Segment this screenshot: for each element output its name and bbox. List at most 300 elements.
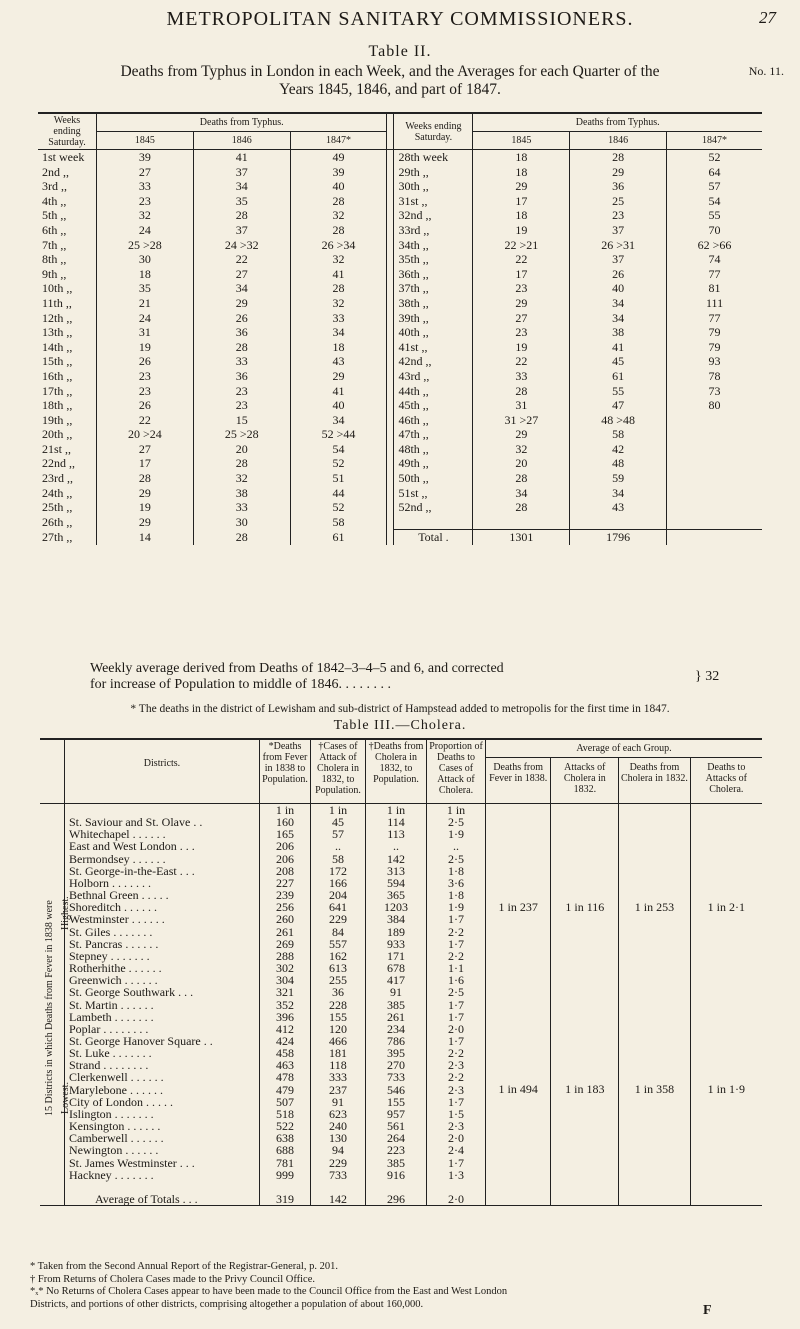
week-label: 32nd ,, <box>394 208 473 223</box>
district-value: 3·6 <box>427 877 486 889</box>
typhus-value: 26 <box>193 311 290 326</box>
district-value: 261 <box>260 926 311 938</box>
district-value: 260 <box>260 913 311 925</box>
spacer-cell <box>387 179 394 194</box>
district-value: 613 <box>311 962 366 974</box>
spacer-cell <box>387 413 394 428</box>
typhus-value: 29 <box>473 179 570 194</box>
group-average: 1 in 1·9 <box>707 1082 745 1097</box>
district-value: 165 <box>260 828 311 840</box>
district-value: 2·3 <box>427 1084 486 1096</box>
district-value: 479 <box>260 1084 311 1096</box>
week-label: 42nd ,, <box>394 354 473 369</box>
weekly-line-2: for increase of Population to middle of 1846. . . . . . . . <box>90 677 391 692</box>
week-label: 16th ,, <box>38 369 97 384</box>
district-name: Newington . . . . . . <box>65 1144 260 1156</box>
typhus-value: 28 <box>332 222 345 237</box>
district-name: St. James Westminster . . . <box>65 1157 260 1169</box>
district-name: St. Pancras . . . . . . <box>65 938 260 950</box>
spacer-cell <box>387 515 394 530</box>
district-value: 1·8 <box>427 865 486 877</box>
cholera-cases-header: †Cases of Attack of Cholera in 1832, to Population. <box>311 739 366 804</box>
week-label: 9th ,, <box>38 267 97 282</box>
district-value: 733 <box>311 1169 366 1181</box>
district-value: 36 <box>311 986 366 998</box>
typhus-value: 29 <box>193 296 290 311</box>
side-cell <box>40 853 65 865</box>
district-value: 933 <box>366 938 427 950</box>
typhus-value: 52 >44 <box>321 427 356 442</box>
typhus-value: 51 <box>332 471 345 486</box>
week-label: 51st ,, <box>394 486 473 501</box>
side-number: No. 11. <box>748 64 784 78</box>
typhus-value: 28 <box>193 208 290 223</box>
district-name: Rotherhithe . . . . . . <box>65 962 260 974</box>
district-value: 162 <box>311 950 366 962</box>
district-value: 142 <box>366 853 427 865</box>
district-name: Marylebone . . . . . . <box>65 1084 260 1096</box>
district-value: 239 <box>260 889 311 901</box>
typhus-value: 21 <box>97 296 194 311</box>
typhus-value: 14 <box>97 530 194 545</box>
table-row <box>38 442 762 457</box>
typhus-group-header-left: Deaths from Typhus. <box>97 113 387 132</box>
total-1846: 1796 <box>570 530 667 545</box>
district-value: 172 <box>311 865 366 877</box>
spacer <box>387 113 394 150</box>
table-row <box>38 456 762 471</box>
blank-cell <box>551 1181 619 1193</box>
week-label: 3rd ,, <box>38 179 97 194</box>
typhus-value: 30 <box>193 515 290 530</box>
district-value: .. <box>366 840 427 852</box>
avg-blank <box>551 1193 619 1206</box>
typhus-value: 33 <box>193 500 290 515</box>
table-row <box>38 150 762 165</box>
district-value: 2·2 <box>427 950 486 962</box>
typhus-value: 32 <box>332 295 345 310</box>
table2-footnote: * The deaths in the district of Lewisham and sub-district of Hampstead added to metropolis for the first time in 1847. <box>130 703 670 715</box>
typhus-value: 33 <box>193 354 290 369</box>
spacer-cell <box>387 369 394 384</box>
group-average: 1 in 494 <box>486 999 551 1181</box>
typhus-value: 32 <box>193 471 290 486</box>
side-cell <box>40 1144 65 1156</box>
district-name: Bethnal Green . . . . . <box>65 889 260 901</box>
district-value: 546 <box>366 1084 427 1096</box>
blank-cell <box>690 1181 762 1193</box>
week-label: 39th ,, <box>394 311 473 326</box>
district-value: 189 <box>366 926 427 938</box>
year-1847-header: 1847* <box>290 132 387 150</box>
typhus-value: 25 >28 <box>193 427 290 442</box>
district-value: 1·6 <box>427 974 486 986</box>
typhus-value <box>667 442 762 457</box>
district-value: 94 <box>311 1144 366 1156</box>
week-label: 22nd ,, <box>38 456 97 471</box>
typhus-value: 41 <box>570 340 667 355</box>
typhus-value: 25 >28 <box>97 238 194 253</box>
district-value: 223 <box>366 1144 427 1156</box>
typhus-value: 17 <box>97 456 194 471</box>
typhus-value: 27 <box>193 267 290 282</box>
side-cell <box>40 1193 65 1206</box>
typhus-value: 28 <box>193 530 290 545</box>
district-value: 91 <box>311 1096 366 1108</box>
week-label: 47th ,, <box>394 427 473 442</box>
table-row <box>38 165 762 180</box>
district-value: 641 <box>311 901 366 913</box>
district-value: 171 <box>366 950 427 962</box>
typhus-value: 24 >32 <box>193 238 290 253</box>
district-name: St. George-in-the-East . . . <box>65 865 260 877</box>
typhus-value: 54 <box>708 193 721 208</box>
typhus-value: 22 <box>473 354 570 369</box>
side-label-highest: Highest. <box>60 896 71 930</box>
district-value: 1·7 <box>427 913 486 925</box>
spacer-cell <box>387 456 394 471</box>
typhus-value: 28 <box>193 456 290 471</box>
avg-blank <box>486 1193 551 1206</box>
avg-attacks-header: Attacks of Cholera in 1832. <box>551 758 619 804</box>
typhus-value: 19 <box>97 340 194 355</box>
typhus-value: 29 <box>97 515 194 530</box>
typhus-value: 19 <box>473 223 570 238</box>
typhus-value <box>473 515 570 530</box>
district-name: Lambeth . . . . . . . <box>65 1011 260 1023</box>
typhus-value: 26 <box>97 354 194 369</box>
district-value: 160 <box>260 816 311 828</box>
running-head: METROPOLITAN SANITARY COMMISSIONERS. <box>166 8 634 30</box>
district-value: 594 <box>366 877 427 889</box>
typhus-value: 40 <box>332 179 345 194</box>
district-value: 2·0 <box>427 1023 486 1035</box>
week-label: 34th ,, <box>394 238 473 253</box>
district-value: 1·7 <box>427 1157 486 1169</box>
typhus-value: 37 <box>193 223 290 238</box>
week-label: 29th ,, <box>394 165 473 180</box>
typhus-value: 20 >24 <box>97 427 194 442</box>
typhus-value: 24 <box>97 223 194 238</box>
district-value: 458 <box>260 1047 311 1059</box>
table-row <box>38 208 762 223</box>
spacer-cell <box>387 340 394 355</box>
typhus-value: 64 <box>708 164 721 179</box>
typhus-value: 31 <box>97 325 194 340</box>
district-value: 255 <box>311 974 366 986</box>
district-value: 155 <box>311 1011 366 1023</box>
district-value: 384 <box>366 913 427 925</box>
typhus-value: 37 <box>570 223 667 238</box>
district-value: 1·1 <box>427 962 486 974</box>
year-1846-header: 1846 <box>193 132 290 150</box>
district-name: St. Saviour and St. Olave . . <box>65 816 260 828</box>
week-label: 26th ,, <box>38 515 97 530</box>
typhus-value: 25 <box>570 194 667 209</box>
spacer-cell <box>387 384 394 399</box>
district-value: .. <box>311 840 366 852</box>
district-value: 1·7 <box>427 999 486 1011</box>
district-name: City of London . . . . . <box>65 1096 260 1108</box>
typhus-value: 32 <box>97 208 194 223</box>
group-average: 1 in 2·1 <box>707 899 745 914</box>
district-name: Kensington . . . . . . <box>65 1120 260 1132</box>
typhus-value: 22 <box>97 413 194 428</box>
district-value: 264 <box>366 1132 427 1144</box>
week-label: 20th ,, <box>38 427 97 442</box>
spacer-cell <box>387 267 394 282</box>
typhus-value: 18 <box>473 150 570 165</box>
typhus-value: 32 <box>332 252 345 267</box>
district-name: Camberwell . . . . . . <box>65 1132 260 1144</box>
typhus-value: 55 <box>570 384 667 399</box>
side-cell <box>40 804 65 817</box>
year-1846-header-right: 1846 <box>570 132 667 150</box>
district-value: 1·9 <box>427 901 486 913</box>
district-value: 130 <box>311 1132 366 1144</box>
district-value: 561 <box>366 1120 427 1132</box>
district-value: 118 <box>311 1059 366 1071</box>
spacer-cell <box>387 471 394 486</box>
typhus-group-header-right: Deaths from Typhus. <box>473 113 762 132</box>
typhus-value: 52 <box>332 456 345 471</box>
district-value: 999 <box>260 1169 311 1181</box>
spacer-cell <box>387 208 394 223</box>
table-row <box>38 252 762 267</box>
typhus-value: 44 <box>332 485 345 500</box>
totals-value: 2·0 <box>427 1193 486 1206</box>
district-value: 229 <box>311 1157 366 1169</box>
group-average: 1 in 253 <box>619 816 690 998</box>
district-value: 155 <box>366 1096 427 1108</box>
district-name: St. Martin . . . . . . <box>65 999 260 1011</box>
week-label: 41st ,, <box>394 340 473 355</box>
totals-value: 296 <box>366 1193 427 1206</box>
typhus-value: 49 <box>332 150 345 164</box>
typhus-value: 27 <box>97 442 194 457</box>
proportion-header: Proportion of Deaths to Cases of Attack of Cholera. <box>427 739 486 804</box>
typhus-value: 34 <box>570 296 667 311</box>
typhus-value: 79 <box>708 325 721 340</box>
typhus-value: 32 <box>332 208 345 223</box>
week-label: 48th ,, <box>394 442 473 457</box>
district-value: 269 <box>260 938 311 950</box>
side-label-lowest: Lowest. <box>60 1082 71 1114</box>
district-value: 412 <box>260 1023 311 1035</box>
typhus-value: 41 <box>193 150 290 165</box>
district-value: 208 <box>260 865 311 877</box>
unit-label: 1 in <box>427 804 486 817</box>
week-label: 46th ,, <box>394 413 473 428</box>
district-value: 2·3 <box>427 1120 486 1132</box>
district-value: 1·7 <box>427 938 486 950</box>
spacer-cell <box>387 354 394 369</box>
district-row <box>40 999 762 1011</box>
footnote-4: Districts, and portions of other districts, comprising altogether a population of about 160,000. <box>30 1298 424 1310</box>
district-value: 313 <box>366 865 427 877</box>
district-value: 240 <box>311 1120 366 1132</box>
caption-line-2: Years 1845, 1846, and part of 1847. <box>279 81 501 98</box>
week-label: 28th week <box>394 150 473 165</box>
district-value: 678 <box>366 962 427 974</box>
district-name: Strand . . . . . . . . <box>65 1059 260 1071</box>
side-cell <box>40 816 65 828</box>
unit-label: 1 in <box>366 804 427 817</box>
typhus-value: 79 <box>708 339 721 354</box>
typhus-value: 23 <box>97 194 194 209</box>
typhus-value: 27 <box>97 165 194 180</box>
typhus-value: 36 <box>193 325 290 340</box>
average-group-header: Average of each Group. <box>486 739 763 758</box>
table-row <box>38 500 762 515</box>
typhus-value: 28 <box>332 193 345 208</box>
table-row <box>38 296 762 311</box>
district-value: 916 <box>366 1169 427 1181</box>
typhus-value: 24 <box>97 311 194 326</box>
district-value: 57 <box>311 828 366 840</box>
district-value: 270 <box>366 1059 427 1071</box>
districts-header: Districts. <box>65 739 260 804</box>
typhus-value <box>667 413 762 428</box>
footnote-3: *ₓ* No Returns of Cholera Cases appear to have been made to the Council Office from the East and West London <box>30 1286 508 1297</box>
totals-value: 319 <box>260 1193 311 1206</box>
table-row <box>38 398 762 413</box>
district-value: 1·3 <box>427 1169 486 1181</box>
district-value: 2·5 <box>427 853 486 865</box>
week-label: 37th ,, <box>394 281 473 296</box>
table-row <box>38 223 762 238</box>
week-label: 33rd ,, <box>394 223 473 238</box>
typhus-value: 18 <box>473 165 570 180</box>
week-label: 11th ,, <box>38 296 97 311</box>
typhus-value: 38 <box>193 486 290 501</box>
typhus-value: 38 <box>570 325 667 340</box>
district-value: 2·5 <box>427 816 486 828</box>
typhus-value: 28 <box>193 340 290 355</box>
avg-blank <box>551 804 619 817</box>
typhus-value: 23 <box>473 325 570 340</box>
avg-blank <box>690 804 762 817</box>
week-label <box>394 515 473 530</box>
district-value: 229 <box>311 913 366 925</box>
spacer-cell <box>387 398 394 413</box>
side-cell <box>40 828 65 840</box>
week-label: 43rd ,, <box>394 369 473 384</box>
spacer-cell <box>387 325 394 340</box>
group-average: 1 in 237 <box>486 816 551 998</box>
district-value: 288 <box>260 950 311 962</box>
avg-blank <box>619 1193 690 1206</box>
table-row <box>38 238 762 253</box>
side-cell <box>40 840 65 852</box>
typhus-value: 26 >31 <box>570 238 667 253</box>
typhus-value: 28 <box>473 471 570 486</box>
typhus-value: 37 <box>570 252 667 267</box>
district-value: 1·8 <box>427 889 486 901</box>
cholera-deaths-header: †Deaths from Cholera in 1832, to Population. <box>366 739 427 804</box>
week-label: 27th ,, <box>38 530 97 545</box>
typhus-value: 20 <box>473 456 570 471</box>
typhus-value: 18 <box>97 267 194 282</box>
page-number: 27 <box>759 8 776 27</box>
footnote-1: * Taken from the Second Annual Report of the Registrar-General, p. 201. <box>30 1261 338 1272</box>
side-cell <box>40 1120 65 1132</box>
table-row <box>38 427 762 442</box>
side-cell <box>40 1132 65 1144</box>
typhus-value: 58 <box>332 515 345 530</box>
district-value: 227 <box>260 877 311 889</box>
typhus-value: 33 <box>473 369 570 384</box>
typhus-value: 52 <box>332 500 345 515</box>
typhus-value: 55 <box>708 208 721 223</box>
footnote-2: † From Returns of Cholera Cases made to the Privy Council Office. <box>30 1273 316 1285</box>
typhus-value: 37 <box>193 165 290 180</box>
typhus-value: 22 >21 <box>473 238 570 253</box>
week-label: 19th ,, <box>38 413 97 428</box>
spacer-cell <box>387 165 394 180</box>
typhus-value: 54 <box>332 441 345 456</box>
typhus-value: 43 <box>332 354 345 369</box>
typhus-value: 32 <box>473 442 570 457</box>
table-row <box>38 267 762 282</box>
typhus-value: 26 >34 <box>321 237 356 252</box>
week-label: 15th ,, <box>38 354 97 369</box>
typhus-value <box>570 515 667 530</box>
district-value: 58 <box>311 853 366 865</box>
table-row <box>38 471 762 486</box>
week-label: 38th ,, <box>394 296 473 311</box>
typhus-value: 15 <box>193 413 290 428</box>
week-label: 21st ,, <box>38 442 97 457</box>
typhus-value: 22 <box>473 252 570 267</box>
district-value: 1·7 <box>427 1096 486 1108</box>
spacer-cell <box>387 194 394 209</box>
spacer-cell <box>387 296 394 311</box>
district-value: 304 <box>260 974 311 986</box>
total-label: Total . <box>394 530 473 545</box>
typhus-value: 78 <box>708 368 721 383</box>
table-row <box>38 340 762 355</box>
spacer-cell <box>387 500 394 515</box>
district-name: Whitechapel . . . . . . <box>65 828 260 840</box>
spacer-cell <box>387 238 394 253</box>
typhus-value: 19 <box>473 340 570 355</box>
district-name: St. George Hanover Square . . <box>65 1035 260 1047</box>
typhus-value: 29 <box>473 427 570 442</box>
typhus-value: 34 <box>332 412 345 427</box>
avg-fever-header: Deaths from Fever in 1838. <box>486 758 551 804</box>
district-value: 557 <box>311 938 366 950</box>
table2-caption <box>30 63 750 99</box>
week-label: 45th ,, <box>394 398 473 413</box>
district-name: Poplar . . . . . . . . <box>65 1023 260 1035</box>
typhus-value: 31 <box>473 398 570 413</box>
district-value: 463 <box>260 1059 311 1071</box>
typhus-value: 26 <box>570 267 667 282</box>
district-value: 2·4 <box>427 1144 486 1156</box>
typhus-value: 34 <box>193 179 290 194</box>
typhus-value: 23 <box>97 384 194 399</box>
district-name: Stepney . . . . . . . <box>65 950 260 962</box>
week-label: 25th ,, <box>38 500 97 515</box>
typhus-value <box>667 500 762 515</box>
group-average: 1 in 183 <box>551 999 619 1181</box>
district-value: 424 <box>260 1035 311 1047</box>
table-row <box>38 354 762 369</box>
district-value: 638 <box>260 1132 311 1144</box>
week-label: 4th ,, <box>38 194 97 209</box>
cholera-table-body <box>40 804 762 1206</box>
